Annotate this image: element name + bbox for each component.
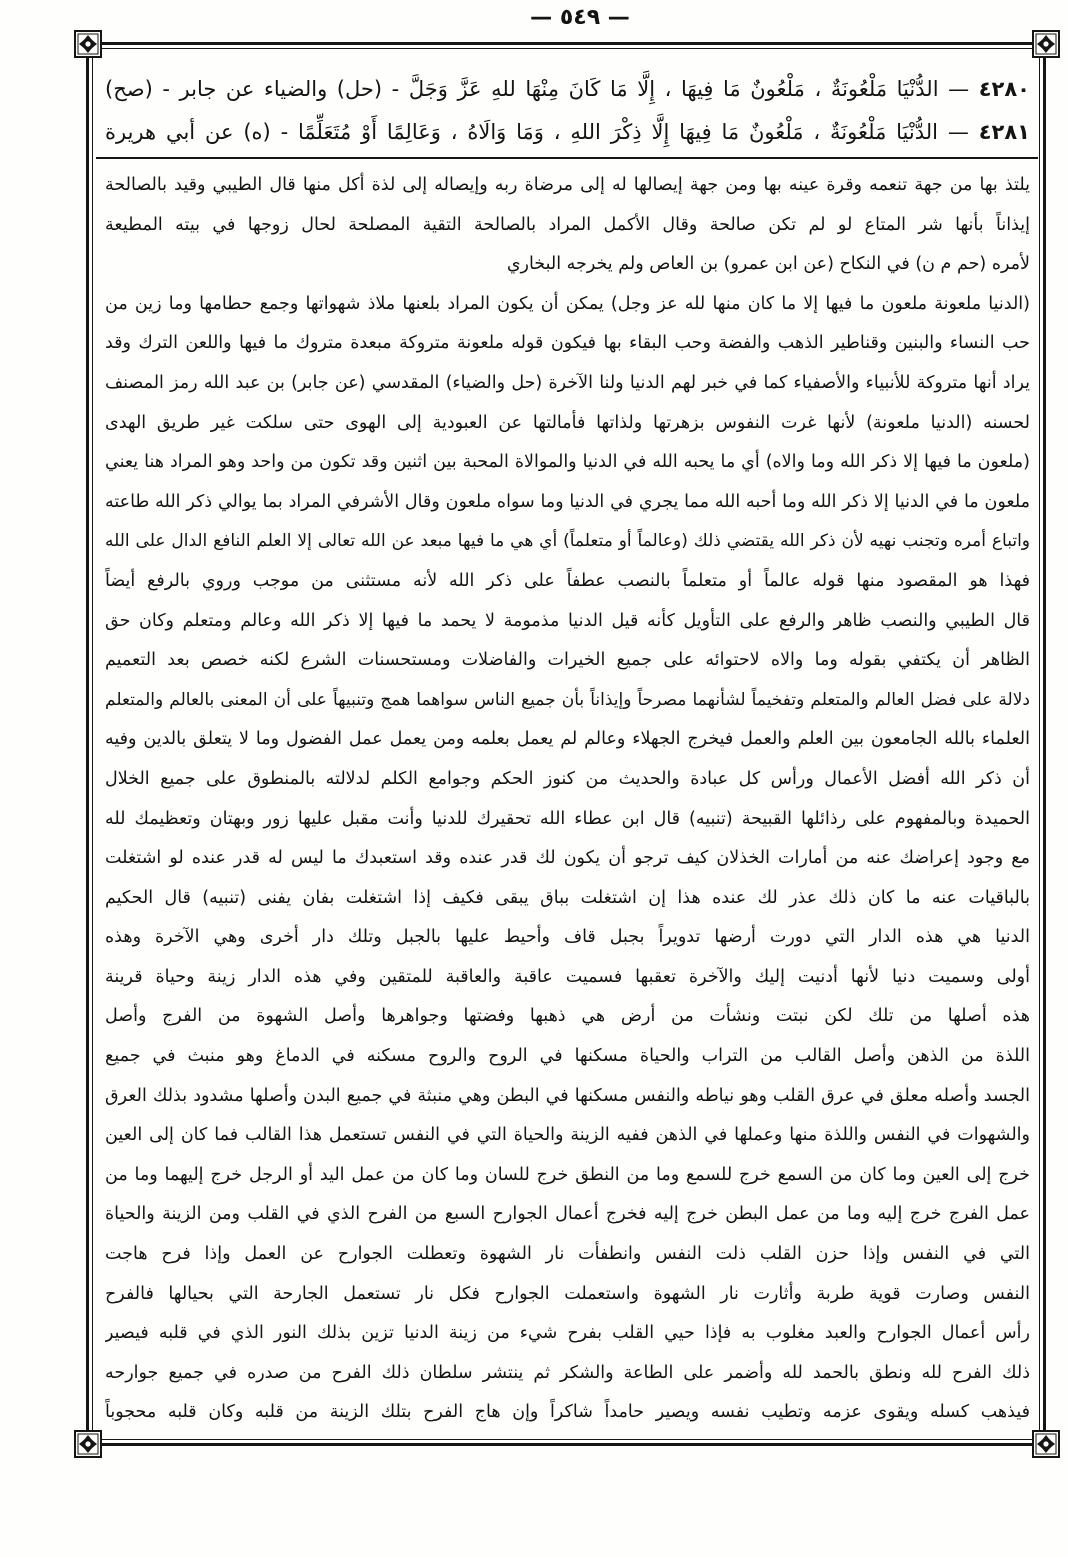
commentary-line: قال الطيبي والنصب ظاهر والرفع على التأويل كأنه قيل الدنيا مذمومة لا يحمد ما فيها إلا ذكر الله وعالم ومتعلم وكان حق — [105, 610, 1030, 631]
commentary-paragraph — [105, 285, 1030, 1433]
commentary-paragraph — [105, 166, 1030, 285]
commentary-line: بالباقيات عنه ما كان ذلك عذر لك عنده هذا إن اشتغلت بباق يبقى فكيف إذا اشتغلت بفان يفنى (تنبيه) قال الحكيم — [105, 887, 1030, 908]
commentary-line: حب النساء والبنين وقناطير الذهب والفضة وحب البقاء بها فيكون قوله ملعونة متروكة مبعدة متروك ما فيها واللعن الترك وقد — [105, 333, 1030, 354]
commentary-text — [105, 166, 1030, 1433]
commentary-line: إيذاناً بأنها شر المتاع لو لم تكن صالحة وقال الأكمل المراد بالصالحة التقية المصلحة لحال زوجها في بيته المطيعة — [105, 214, 1030, 235]
commentary-line: واتباع أمره وتجنب نهيه لأن ذكر الله يقتضي ذلك (وعالماً أو متعلماً) أي هي ما فيها مبعد عن الله تعالى إلا العلم النافع الدال على الله — [105, 531, 1030, 552]
commentary-line: (ملعون ما فيها إلا ذكر الله وما والاه) أي ما يحبه الله في الدنيا والموالاة المحبة بين اثنين وقد تكون من واحد وهو المراد هنا يعني — [105, 452, 1030, 473]
commentary-line: التي في النفس وإذا حزن القلب ذلت النفس وانطفأت نار الشهوة وتعطلت الجوارح عن العمل وإذا فرح هاجت — [105, 1244, 1030, 1265]
commentary-line: فيذهب كسله ويقوى عزمه وتطيب نفسه ويصير حامداً شاكراً وإن هاج الفرح بتلك الزينة من قلبه وكان قلبه محجوباً — [105, 1402, 1030, 1423]
commentary-line: ذلك الفرح لله ونطق بالحمد لله وأضمر على الطاعة والشكر ثم ينتشر سلطان ذلك الفرح من صدره في جميع جوارحه — [105, 1362, 1030, 1383]
commentary-line: الظاهر أن يكتفي بقوله وما والاه لاحتوائه على جميع الخيرات والفاضلات ومستحسنات الشرع لكنه خصص بعد التعميم — [105, 650, 1030, 671]
commentary-line: دلالة على فضل العالم والمتعلم وتفخيماً لشأنهما مصرحاً وإيذاناً بأن جميع الناس سواهما همج وتنبيهاً على أن المعنى بالعالم والمتعلم — [105, 689, 1030, 710]
commentary-line: أن ذكر الله أفضل الأعمال ورأس كل عبادة والحديث من كنوز الحكم وجوامع الكلم لدلالته بالمنطوق على جميع الخلال — [105, 768, 1030, 789]
hadith-number: ٤٢٨٠ — [978, 77, 1030, 101]
top-right-ornament-icon — [1032, 30, 1060, 58]
commentary-line: اللذة من الذهن وأصل القالب من التراب والحياة مسكنها في الروح والروح مسكنه في الدماغ وهو منبث في جميع — [105, 1046, 1030, 1067]
hadith-line — [105, 111, 1030, 154]
commentary-line: والشهوات في النفس واللذة منها وعملها في الذهن ففيه الزينة والحياة التي في النفس تستعمل هذا القالب فما كان إلى العين — [105, 1125, 1030, 1146]
commentary-line: الحميدة وبالمفهوم على رذائلها القبيحة (تنبيه) قال ابن عطاء الله تحقيرك للدنيا وأنت مقبل عليها زور وبهتان وتعظيمك لله — [105, 808, 1030, 829]
commentary-line: فهذا هو المقصود منها قوله عالماً أو متعلماً بالنصب عطفاً على ذكر الله لأنه مستثنى من موجب وروي بالرفع أيضاً — [105, 570, 1030, 591]
commentary-line: مع وجود إعراضك عنه من أمارات الخذلان كيف ترجو أن يكون لك قدر عنده وقد استعبدك ما ليس له قدر عنده لو اشتغلت — [105, 848, 1030, 869]
commentary-line: يلتذ بها من جهة تنعمه وقرة عينه بها ومن جهة إيصالها له إلى مرضاة ربه وإيصاله إلى لذة أكل منها قال الطيبي وقيد بالصالحة — [105, 175, 1030, 195]
hadith-number: ٤٢٨١ — [978, 120, 1030, 144]
commentary-line: الدنيا هي هذه الدار التي دورت أرضها تدويراً بجبل قاف وأحيط عليها بالجبل وتلك دار أخرى وهي الآخرة وهذه — [105, 927, 1030, 948]
commentary-line: أولى وسميت دنيا لأنها أدنيت إليك والآخرة تعقبها فسميت عاقبة والعاقبة للمتقين وفي هذه الدار زينة وحياة قرينة — [105, 966, 1030, 987]
header-rule — [96, 157, 1038, 159]
commentary-line: هذه أصلها من تلك لكن نبتت ونشأت من أرض هي ذهبها وفضتها وجواهرها وأصل الشهوة من الفرج وأصل — [105, 1006, 1030, 1027]
page-number: — ٥٤٩ — — [530, 5, 630, 30]
hadith-text: — الدُّنْيَا مَلْعُونَةٌ ، مَلْعُونٌ مَا فِيهَا ، إِلَّا مَا كَانَ مِنْهَا للهِ عَزَّ وَجَلَّ - (حل) والضياء عن جابر - (صح) — [105, 77, 970, 101]
commentary-line: لحسنه (الدنيا ملعونة) لأنها غرت النفوس بزهرتها ولذاتها فأمالتها عن العبودية إلى الهوى حتى سلكت غير طريق الهدى — [105, 412, 1030, 433]
commentary-line: ملعون ما في الدنيا إلا ذكر الله وما أحبه الله مما يجري في الدنيا وما سواه ملعون وقال الأشرفي المراد بما يوالي ذكر الله طاعته — [105, 491, 1030, 512]
commentary-line: لأمره (حم م ن) في النكاح (عن ابن عمرو) بن العاص ولم يخرجه البخاري — [506, 254, 1030, 275]
commentary-line: الجسد وأصله معلق في عرق القلب وهو نياطه والنفس مسكنها في البطن وهي منبثة في جميع البدن وأصلها مشدود بذلك العرق — [105, 1085, 1030, 1106]
hadith-line — [105, 68, 1030, 111]
top-left-ornament-icon — [74, 30, 102, 58]
commentary-line: العلماء بالله الجامعون بين العلم والعمل فيخرج الجهلاء وعالم لم يعمل بعلمه ومن يعمل عمل الفضول وما لا يتعلق بالدين وفيه — [105, 729, 1030, 750]
bottom-left-ornament-icon — [74, 1430, 102, 1458]
commentary-line: يراد أنها متروكة للأنبياء والأصفياء كما في خبر لهم الدنيا ولنا الآخرة (حل والضياء) المقدسي (عن جابر) بن عبد الله رمز المصنف — [105, 372, 1030, 393]
commentary-line: النفس وصارت قوية طربة وأثارت نار الشهوة واستعملت الجوارح فكل نار تستعمل الجارحة التي بحيالها فالفرح — [105, 1283, 1030, 1304]
commentary-line: رأس أعمال الجوارح والعبد مغلوب به فإذا حيي القلب بفرح شيء من زينة الدنيا تزين بذلك النور الذي في قلبه فيصير — [105, 1323, 1030, 1344]
commentary-line: خرج إلى العين وما كان من السمع خرج للسمع وما من النطق خرج للسان وما كان من عمل اليد أو الرجل خرج إليهما وما من — [105, 1164, 1030, 1185]
hadith-text: — الدُّنْيَا مَلْعُونَةٌ ، مَلْعُونٌ مَا فِيهَا إِلَّا ذِكْرَ اللهِ ، وَمَا وَالَاهُ ، وَعَالِمًا أَوْ مُتَعَلِّمًا - (ه) عن أبي هريرة — [105, 120, 969, 144]
hadith-texts — [105, 68, 1030, 154]
bottom-right-ornament-icon — [1032, 1430, 1060, 1458]
commentary-line: عمل الفرج خرج إليه وما من عمل البطن خرج إليه فخرج أعمال الجوارح السبع من الفرح الذي في القلب ومن الزينة والحياة — [105, 1204, 1030, 1225]
commentary-line: (الدنيا ملعونة ملعون ما فيها إلا ما كان منها لله عز وجل) يمكن أن يكون المراد بلعنها ملاذ شهواتها وجمع حطامها وما زين من — [105, 293, 1030, 314]
